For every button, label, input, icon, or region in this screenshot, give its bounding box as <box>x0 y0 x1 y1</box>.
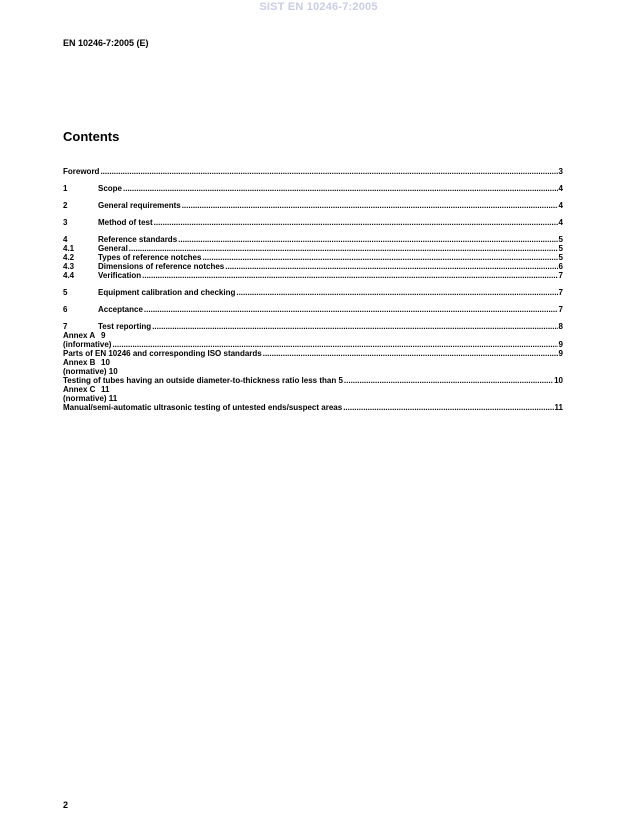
toc-entry-title: Verification <box>98 271 142 280</box>
dot-leader <box>100 167 557 176</box>
toc-entry-title: Test reporting <box>98 322 152 331</box>
toc-entry-dimensions-of-reference-notches[interactable] <box>63 262 563 271</box>
toc-entry-title: General requirements <box>98 201 181 210</box>
dot-leader <box>344 376 553 385</box>
toc-entry-title: Method of test <box>98 218 153 227</box>
toc-entry-title: General <box>98 244 128 253</box>
annex-label-page: 9 <box>101 331 106 340</box>
dot-leader <box>178 235 557 244</box>
toc-entry-number: 3 <box>63 218 68 227</box>
dot-leader <box>225 262 557 271</box>
dot-leader <box>144 305 558 314</box>
toc-entry-title: Types of reference notches <box>98 253 202 262</box>
annex-c-title[interactable] <box>63 403 563 412</box>
annex-a-type[interactable] <box>63 340 563 349</box>
toc-entry-page: 7 <box>558 271 563 280</box>
toc-entry-number: 4 <box>63 235 68 244</box>
toc-entry-page: 4 <box>558 201 563 210</box>
toc-entry-title: Parts of EN 10246 and corresponding ISO standards <box>63 349 262 358</box>
dot-leader <box>154 218 558 227</box>
toc-entry-page: 5 <box>558 244 563 253</box>
toc-entry-test-reporting[interactable] <box>63 322 563 331</box>
annex-label-page: 10 <box>101 358 110 367</box>
toc-entry-title: Equipment calibration and checking <box>98 288 236 297</box>
toc-entry-scope[interactable] <box>63 184 563 193</box>
toc-entry-page: 10 <box>554 376 563 385</box>
dot-leader <box>182 201 558 210</box>
annex-type: (normative) 11 <box>63 394 118 403</box>
annex-a-label[interactable] <box>63 331 563 340</box>
toc-entry-page: 6 <box>558 262 563 271</box>
dot-leader <box>123 184 558 193</box>
watermark: SIST EN 10246-7:2005 <box>259 1 378 13</box>
annex-type: (informative) <box>63 340 112 349</box>
toc-entry-number: 2 <box>63 201 68 210</box>
toc-entry-page: 7 <box>558 288 563 297</box>
toc-entry-verification[interactable] <box>63 271 563 280</box>
toc-entry-title: Reference standards <box>98 235 178 244</box>
dot-leader <box>202 253 557 262</box>
document-id: EN 10246-7:2005 (E) <box>63 38 149 48</box>
toc-entry-number: 4.3 <box>63 262 75 271</box>
toc-entry-title: Testing of tubes having an outside diameter-to-thickness ratio less than 5 <box>63 376 343 385</box>
toc-entry-page: 3 <box>558 167 563 176</box>
dot-leader <box>236 288 557 297</box>
annex-b-type[interactable] <box>63 367 563 376</box>
toc-entry-number: 5 <box>63 288 68 297</box>
annex-c-label[interactable] <box>63 385 563 394</box>
toc-entry-number: 7 <box>63 322 68 331</box>
toc-entry-title: Dimensions of reference notches <box>98 262 225 271</box>
toc-entry-title: Scope <box>98 184 123 193</box>
page-number: 2 <box>63 800 69 810</box>
toc-entry-number: 4.1 <box>63 244 75 253</box>
annex-a-title[interactable] <box>63 349 563 358</box>
toc-entry-title: Acceptance <box>98 305 143 314</box>
dot-leader <box>129 244 558 253</box>
annex-label-page: 11 <box>101 385 110 394</box>
toc-entry-page: 4 <box>558 218 563 227</box>
toc-entry-page: 9 <box>558 349 563 358</box>
toc-entry-page: 11 <box>554 403 563 412</box>
toc-entry-number: 6 <box>63 305 68 314</box>
dot-leader <box>343 403 553 412</box>
toc-entry-page: 4 <box>558 184 563 193</box>
toc-entry-general-requirements[interactable] <box>63 201 563 210</box>
toc-entry-page: 8 <box>558 322 563 331</box>
toc-entry-equipment-calibration[interactable] <box>63 288 563 297</box>
dot-leader <box>152 322 557 331</box>
toc-entry-acceptance[interactable] <box>63 305 563 314</box>
annex-label: Annex B <box>63 358 96 367</box>
dot-leader <box>142 271 557 280</box>
toc-entry-foreword[interactable] <box>63 167 563 176</box>
dot-leader <box>263 349 558 358</box>
annex-label: Annex C <box>63 385 96 394</box>
dot-leader <box>112 340 557 349</box>
toc-entry-title: Foreword <box>63 167 100 176</box>
toc-entry-reference-standards[interactable] <box>63 235 563 244</box>
table-of-contents <box>63 167 563 412</box>
toc-entry-general[interactable] <box>63 244 563 253</box>
toc-entry-number: 4.2 <box>63 253 75 262</box>
annex-b-title[interactable] <box>63 376 563 385</box>
toc-entry-number: 4.4 <box>63 271 75 280</box>
annex-label: Annex A <box>63 331 96 340</box>
toc-entry-page: 5 <box>558 253 563 262</box>
toc-entry-page: 5 <box>558 235 563 244</box>
annex-b-label[interactable] <box>63 358 563 367</box>
toc-entry-page: 9 <box>558 340 563 349</box>
toc-entry-types-of-reference-notches[interactable] <box>63 253 563 262</box>
toc-entry-number: 1 <box>63 184 68 193</box>
toc-entry-method-of-test[interactable] <box>63 218 563 227</box>
annex-type: (normative) 10 <box>63 367 118 376</box>
toc-entry-title: Manual/semi-automatic ultrasonic testing of untested ends/suspect areas <box>63 403 343 412</box>
toc-entry-page: 7 <box>558 305 563 314</box>
page-title: Contents <box>63 129 120 144</box>
annex-c-type[interactable] <box>63 394 563 403</box>
